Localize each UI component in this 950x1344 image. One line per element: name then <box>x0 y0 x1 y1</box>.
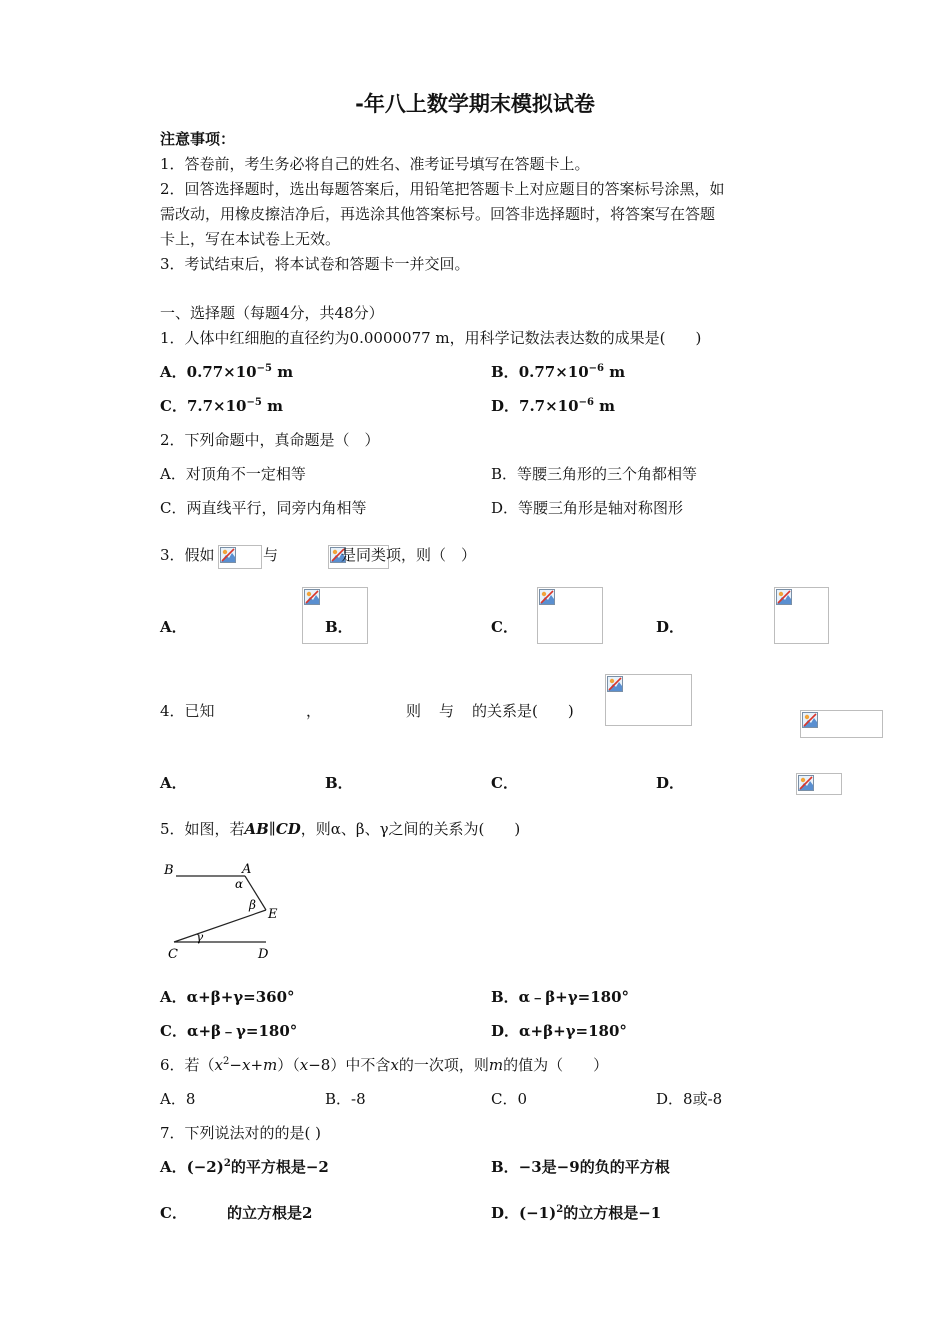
notes-heading: 注意事项： <box>160 130 236 148</box>
label-d: D <box>258 947 269 962</box>
q4-then: 则 <box>406 702 422 720</box>
q1-option-a: A．$0.77\times 10^{-5}$ m <box>160 363 294 381</box>
label-alpha: α <box>235 877 244 891</box>
q7-option-d: D．$(-1)^2$的立方根是−1 <box>491 1204 662 1222</box>
q3-prefix: 3．假如 <box>160 546 215 564</box>
q7-option-a: A．$(-2)^2$的平方根是−2 <box>160 1158 329 1176</box>
notes-item: 卡上，写在本试卷上无效。 <box>160 230 341 248</box>
q2-option-a: A．对顶角不一定相等 <box>160 465 306 483</box>
q3-mid: 与 <box>263 546 279 564</box>
q5-option-b: B．α﹣β+γ=180° <box>491 988 630 1006</box>
question-5-stem: 5．如图，若AB∥CD，则α、β、γ之间的关系为( ) <box>160 820 521 838</box>
segment-ec <box>174 910 266 942</box>
q4-option-d: D． <box>656 774 685 792</box>
q5-option-a: A．α+β+γ=360° <box>160 988 295 1006</box>
section-heading: 一、选择题（每题4分，共48分） <box>160 304 384 322</box>
question-1-stem: 1．人体中红细胞的直径约为0.0000077 m，用科学记数法表达数的成果是( ) <box>160 329 702 347</box>
q5-option-d: D．α+β+γ=180° <box>491 1022 627 1040</box>
broken-image-icon <box>796 773 842 795</box>
label-e: E <box>268 907 278 922</box>
q1-option-b: B．$0.77\times 10^{-6}$ m <box>491 363 626 381</box>
notes-item: 3．考试结束后，将本试卷和答题卡一并交回。 <box>160 255 470 273</box>
q4-prefix: 4．已知 <box>160 702 215 720</box>
notes-item: 1．答卷前，考生务必将自己的姓名、准考证号填写在答题卡上。 <box>160 155 590 173</box>
q4-option-b: B． <box>325 774 353 792</box>
q3-suffix: 是同类项，则（ ） <box>341 546 477 564</box>
q5-option-c: C．α+β﹣γ=180° <box>160 1022 298 1040</box>
question-7-stem: 7．下列说法对的的是( ) <box>160 1124 322 1142</box>
page-title: -年八上数学期末模拟试卷 <box>355 92 595 116</box>
broken-image-icon <box>218 545 262 569</box>
question-6-stem: 6．若$(x^2-x+m)(x-8)$中不含x的一次项，则m的值为（ ） <box>160 1056 609 1074</box>
q3-option-b: B． <box>325 618 353 636</box>
q4-suffix: 的关系是( ) <box>472 702 574 720</box>
label-a: A <box>242 862 252 877</box>
q3-option-a: A． <box>160 618 187 636</box>
parallel-lines-figure <box>160 858 290 964</box>
q2-option-d: D．等腰三角形是轴对称图形 <box>491 499 684 517</box>
label-b: B <box>164 863 174 878</box>
label-beta: β <box>249 898 256 912</box>
q1-option-c: C．$7.7\times 10^{-5}$ m <box>160 397 283 415</box>
q3-option-c: C． <box>491 618 518 636</box>
q2-option-b: B．等腰三角形的三个角都相等 <box>491 465 698 483</box>
q3-option-d: D． <box>656 618 685 636</box>
q4-option-c: C． <box>491 774 518 792</box>
q4-and: 与 <box>439 702 455 720</box>
question-2-stem: 2．下列命题中，真命题是（ ） <box>160 431 380 449</box>
q6-option-d: D．8或-8 <box>656 1090 723 1108</box>
q7-option-c-text: 的立方根是2 <box>227 1204 313 1222</box>
broken-image-icon <box>537 587 603 644</box>
q1-option-d: D．$7.7\times 10^{-6}$ m <box>491 397 615 415</box>
q4-option-a: A． <box>160 774 187 792</box>
q6-option-a: A．8 <box>160 1090 196 1108</box>
label-gamma: γ <box>196 930 204 944</box>
notes-item: 需改动，用橡皮擦洁净后，再选涂其他答案标号。回答非选择题时，将答案写在答题 <box>160 205 716 223</box>
notes-item: 2．回答选择题时，选出每题答案后，用铅笔把答题卡上对应题目的答案标号涂黑，如 <box>160 180 725 198</box>
q2-option-c: C．两直线平行，同旁内角相等 <box>160 499 367 517</box>
broken-image-icon <box>605 674 692 726</box>
q7-option-b: B．−3是−9的负的平方根 <box>491 1158 670 1176</box>
q6-option-c: C．0 <box>491 1090 528 1108</box>
broken-image-icon <box>774 587 829 644</box>
label-c: C <box>168 947 178 962</box>
broken-image-icon <box>800 710 883 738</box>
q6-option-b: B．-8 <box>325 1090 366 1108</box>
q7-option-c-label: C． <box>160 1204 187 1222</box>
q4-comma: ， <box>306 702 322 720</box>
